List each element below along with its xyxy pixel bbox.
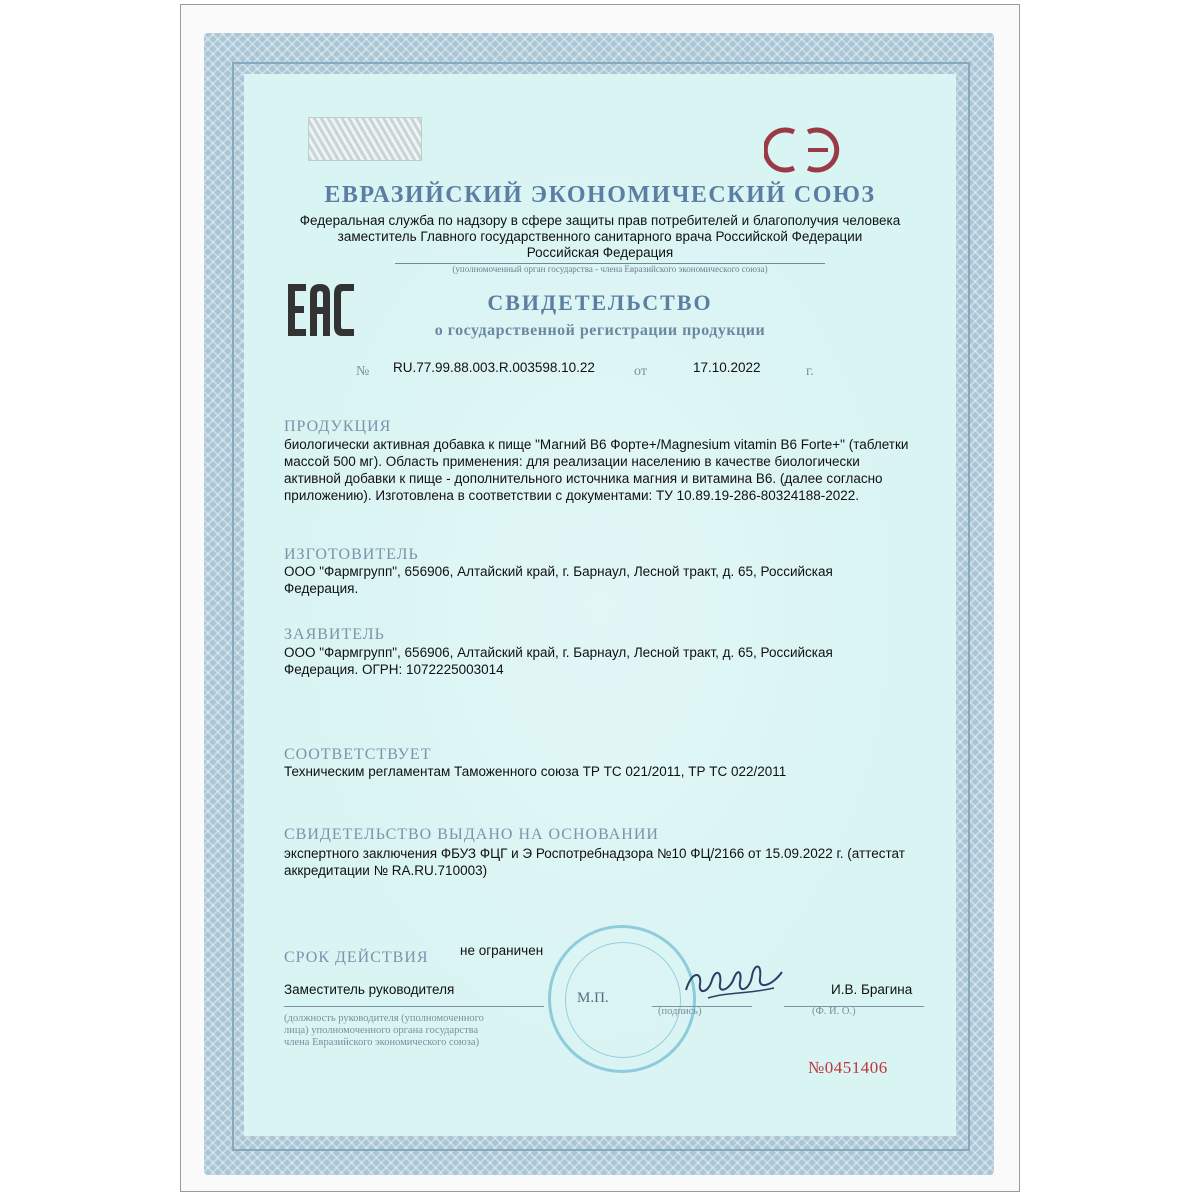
product-label: ПРОДУКЦИЯ: [284, 418, 392, 435]
manufacturer-label: ИЗГОТОВИТЕЛЬ: [284, 546, 419, 563]
basis-line-2: аккредитации № RA.RU.710003): [284, 863, 488, 878]
applicant-label: ЗАЯВИТЕЛЬ: [284, 626, 385, 643]
union-title: ЕВРАЗИЙСКИЙ ЭКОНОМИЧЕСКИЙ СОЮЗ: [324, 182, 876, 208]
manufacturer-line-1: ООО "Фармгрупп", 656906, Алтайский край, г. Барнаул, Лесной тракт, д. 65, Российская: [284, 564, 833, 579]
registration-date: 17.10.2022: [693, 360, 761, 375]
agency-line-1: Федеральная служба по надзору в сфере защиты прав потребителей и благополучия человека: [299, 213, 901, 228]
applicant-line-1: ООО "Фармгрупп", 656906, Алтайский край, г. Барнаул, Лесной тракт, д. 65, Российская: [284, 645, 833, 660]
hologram-strip: [308, 117, 422, 161]
position-caption-line-3: члена Евразийского экономического союза): [284, 1037, 480, 1048]
from-label: от: [634, 364, 647, 379]
product-text: [284, 436, 924, 504]
signature-caption: (подпись): [658, 1006, 702, 1017]
position-underline: [284, 1006, 544, 1007]
signer-position: Заместитель руководителя: [284, 982, 455, 997]
manufacturer-text: [284, 563, 924, 597]
certificate-subtitle: о государственной регистрации продукции: [434, 322, 766, 339]
position-caption: [284, 1013, 484, 1049]
basis-label: СВИДЕТЕЛЬСТВО ВЫДАНО НА ОСНОВАНИИ: [284, 826, 659, 843]
stamp-mark: М.П.: [577, 990, 609, 1006]
complies-text: [284, 763, 924, 780]
agency-line-3: Российская Федерация: [526, 245, 674, 260]
signer-name: И.В. Брагина: [831, 982, 913, 997]
ce-logo-icon: [764, 124, 842, 176]
signature-icon: [678, 950, 788, 1004]
official-stamp: [548, 925, 696, 1073]
product-line-4: приложению). Изготовлена в соответствии с документами: ТУ 10.89.19-286-80324188-2022.: [284, 488, 860, 503]
complies-label: СООТВЕТСТВУЕТ: [284, 746, 432, 763]
authority-caption: (уполномоченный орган государства - члена Евразийского экономического союза): [452, 264, 768, 274]
applicant-line-2: Федерация. ОГРН: 1072225003014: [284, 662, 504, 677]
basis-text: [284, 845, 924, 879]
name-caption: (Ф. И. О.): [812, 1006, 856, 1017]
product-line-2: массой 500 мг). Область применения: для реализации населению в качестве биологически: [284, 454, 860, 469]
registration-number: RU.77.99.88.003.R.003598.10.22: [393, 360, 595, 375]
applicant-text: [284, 644, 924, 678]
certificate-title: СВИДЕТЕЛЬСТВО: [487, 290, 713, 315]
eac-mark-text: ЕАС: [286, 280, 289, 281]
product-line-3: активной добавки к пище - дополнительного источника магния и витамина В6. (далее согласно: [284, 471, 883, 486]
validity-label: СРОК ДЕЙСТВИЯ: [284, 949, 429, 966]
basis-line-1: экспертного заключения ФБУЗ ФЦГ и Э Роспотребнадзора №10 ФЦ/2166 от 15.09.2022 г. (аттестат: [284, 846, 905, 861]
position-caption-line-1: (должность руководителя (уполномоченного: [284, 1013, 484, 1024]
manufacturer-line-2: Федерация.: [284, 581, 359, 596]
product-line-1: биологически активная добавка к пище "Магний В6 Форте+/Magnesium vitamin B6 Forte+" (таблетки: [284, 437, 909, 452]
validity-value: не ограничен: [460, 943, 544, 958]
ce-logo-text: СЭ: [764, 124, 766, 125]
complies-line-1: Техническим регламентам Таможенного союза ТР ТС 021/2011, ТР ТС 022/2011: [284, 764, 787, 779]
number-label: №: [356, 364, 370, 379]
serial-number: №0451406: [808, 1058, 888, 1077]
position-caption-line-2: лица) уполномоченного органа государства: [284, 1025, 479, 1036]
year-suffix: г.: [806, 364, 814, 379]
agency-line-2: заместитель Главного государственного санитарного врача Российской Федерации: [337, 229, 863, 244]
